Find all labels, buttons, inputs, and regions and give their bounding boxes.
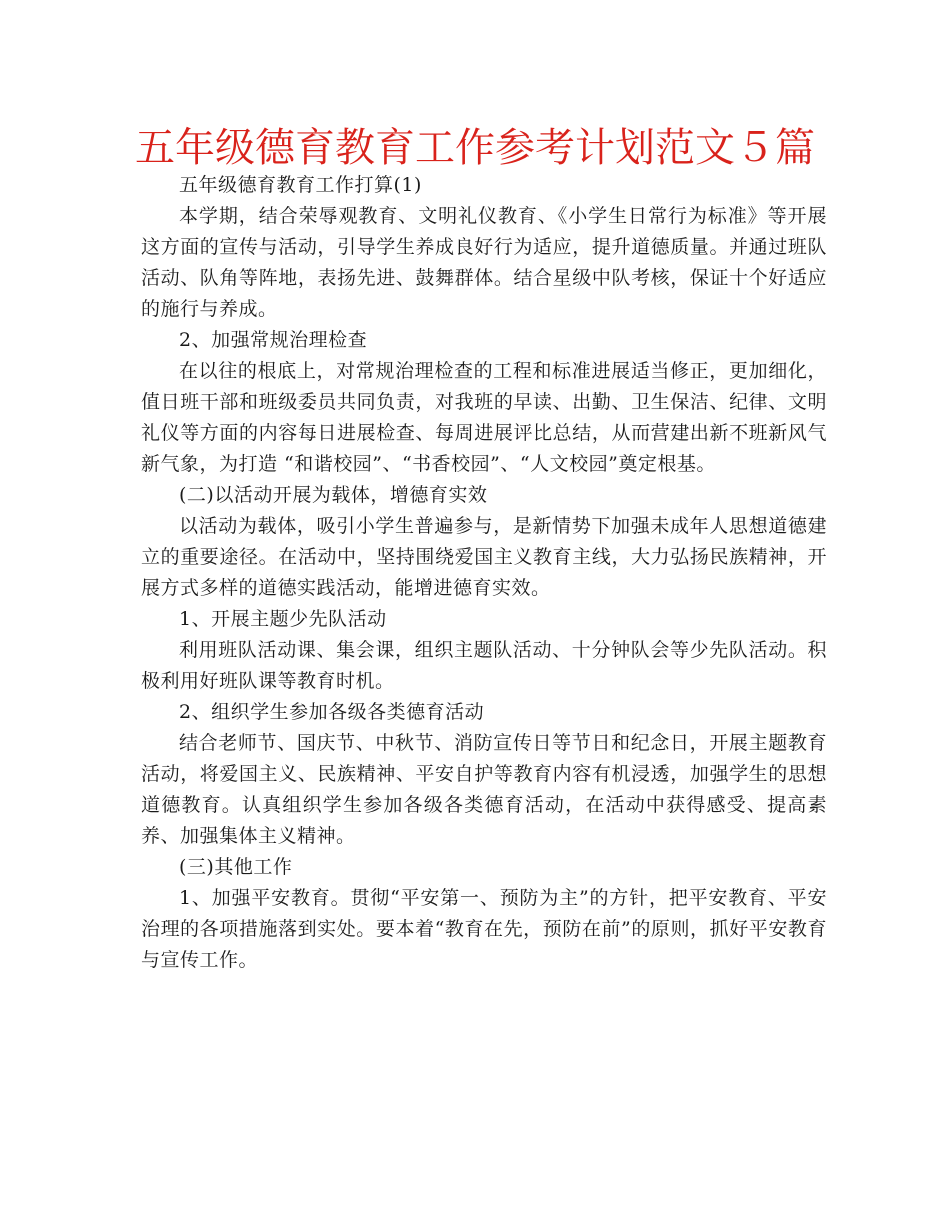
document-title: 五年级德育教育工作参考计划范文５篇 — [135, 125, 815, 171]
paragraph-heading-activities: (二)以活动开展为载体，增德育实效 — [179, 484, 488, 506]
paragraph-moral-activities: 结合老师节、国庆节、中秋节、消防宣传日等节日和纪念日，开展主题教育活动，将爱国主义、民族精神、平安自护等教育内容有机浸透，加强学生的思想道德教育。认真组织学生参加各级各类德育活动，在活动中获得感受、提高素养、加强集体主义精神。 — [141, 732, 827, 847]
paragraph-intro: 本学期，结合荣辱观教育、文明礼仪教育、《小学生日常行为标准》等开展这方面的宣传与活动，引导学生养成良好行为适应，提升道德质量。并通过班队活动、队角等阵地，表扬先进、鼓舞群体。结合星级中队考核，保证十个好适应的施行与养成。 — [141, 205, 827, 320]
paragraph-heading-routine-check: 2、加强常规治理检查 — [179, 329, 368, 351]
paragraph-routine-check: 在以往的根底上，对常规治理检查的工程和标准进展适当修正，更加细化，值日班干部和班级委员共同负责，对我班的早读、出勤、卫生保洁、纪律、文明礼仪等方面的内容每日进展检查、每周进展评比总结，从而营建出新不班新风气新气象，为打造 “和谐校园”、“书香校园”、“人文校园”奠定根基。 — [141, 360, 827, 475]
document-body — [141, 170, 827, 976]
paragraph-heading-pioneer-activities: 1、开展主题少先队活动 — [179, 608, 387, 630]
paragraph-plan-heading: 五年级德育教育工作打算(1) — [179, 174, 422, 196]
paragraph-safety-education: 1、加强平安教育。贯彻“平安第一、预防为主”的方针，把平安教育、平安治理的各项措施落到实处。要本着“教育在先，预防在前”的原则，抓好平安教育与宣传工作。 — [141, 887, 827, 971]
paragraph-heading-other-work: (三)其他工作 — [179, 856, 293, 878]
paragraph-heading-moral-activities: 2、组织学生参加各级各类德育活动 — [179, 701, 485, 723]
paragraph-activities: 以活动为载体，吸引小学生普遍参与，是新情势下加强未成年人思想道德建立的重要途径。在活动中，坚持围绕爱国主义教育主线，大力弘扬民族精神，开展方式多样的道德实践活动，能增进德育实效。 — [141, 515, 827, 599]
paragraph-pioneer-activities: 利用班队活动课、集会课，组织主题队活动、十分钟队会等少先队活动。积极利用好班队课等教育时机。 — [141, 639, 827, 692]
